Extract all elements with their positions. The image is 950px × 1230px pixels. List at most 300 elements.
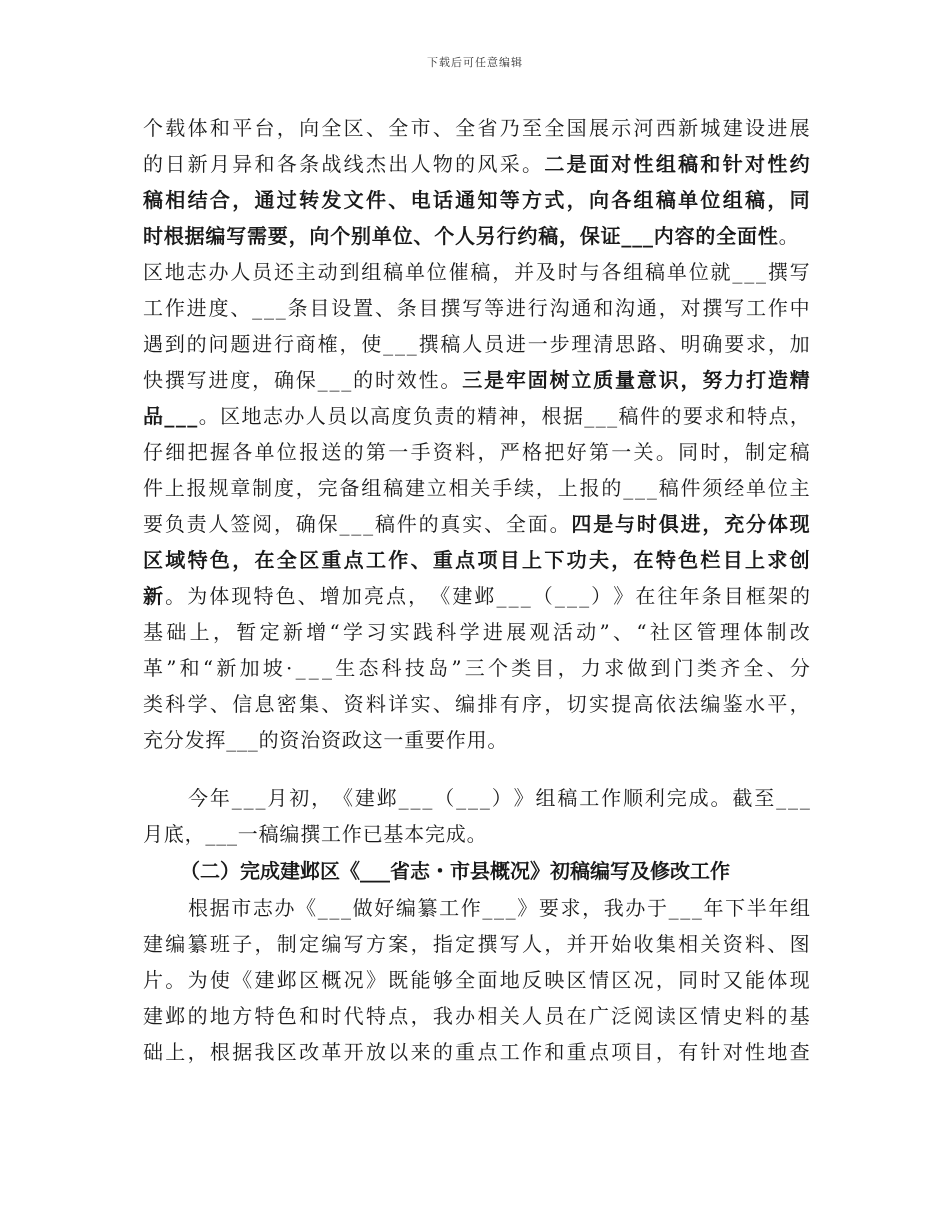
text-char: 对: [680, 296, 701, 320]
text-char: 确: [702, 332, 723, 356]
text-char: 案: [388, 932, 409, 956]
text-char: 度: [391, 404, 412, 428]
text-char: 编: [455, 692, 476, 716]
text-char: _: [422, 786, 433, 810]
text-char: 握: [209, 440, 230, 464]
text-char: 对: [722, 1040, 743, 1064]
text-char: _: [520, 584, 531, 608]
text-char: 代: [343, 1004, 364, 1028]
text-char: 体: [767, 968, 788, 992]
text-char: 质: [593, 368, 614, 392]
text-char: _: [339, 512, 350, 536]
text-char: 采: [499, 152, 520, 176]
text-char: 做: [627, 656, 648, 680]
text-char: 态: [358, 656, 379, 680]
text-char: 提: [611, 692, 632, 716]
text-char: 目: [418, 296, 439, 320]
text-char: ，: [767, 188, 788, 212]
text-char: ，: [232, 188, 253, 212]
text-char: 开: [588, 932, 609, 956]
text-char: 图: [789, 932, 810, 956]
text-char: ，: [722, 440, 743, 464]
text-char: 性: [418, 368, 439, 392]
text-char: 建: [404, 476, 425, 500]
text-char: 以: [348, 404, 369, 428]
text-char: “: [636, 620, 647, 644]
text-char: 求: [767, 548, 788, 572]
text-char: 报: [579, 476, 600, 500]
text-char: 人: [522, 1004, 543, 1028]
text-char: 一: [527, 332, 548, 356]
text-char: 况: [343, 968, 364, 992]
text-char: 有: [678, 1040, 699, 1064]
text-char: 纂: [417, 896, 438, 920]
text-char: 、: [297, 584, 318, 608]
text-char: 主: [295, 260, 316, 284]
text-char: _: [756, 260, 767, 284]
text-char: 确: [295, 512, 316, 536]
text-char: 成: [688, 786, 709, 810]
text-char: 料: [745, 932, 766, 956]
text-char: ，: [295, 476, 316, 500]
text-char: 文: [343, 188, 364, 212]
text-char: 平: [767, 692, 788, 716]
text-char: 力: [580, 656, 601, 680]
text-char: 根: [188, 896, 208, 920]
text-line: [143, 722, 508, 758]
text-line: [143, 506, 810, 542]
text-char: ，: [767, 332, 788, 356]
text-char: 写: [499, 932, 520, 956]
text-char: 神: [498, 404, 519, 428]
text-char: 的: [767, 1004, 788, 1028]
text-char: 条: [701, 584, 722, 608]
text-char: 全: [455, 968, 476, 992]
text-char: 稿: [440, 332, 461, 356]
text-char: _: [680, 896, 691, 920]
text-char: 框: [745, 584, 766, 608]
text-char: “: [329, 620, 340, 644]
text-char: 高: [633, 692, 654, 716]
text-char: 进: [767, 116, 788, 140]
text-char: 密: [276, 692, 297, 716]
text-char: 类: [143, 692, 163, 716]
text-char: _: [317, 896, 328, 920]
text-char: 稿: [678, 152, 699, 176]
text-char: 色: [209, 548, 230, 572]
text-char: 情: [588, 968, 609, 992]
text-char: _: [554, 584, 565, 608]
text-char: 量: [615, 368, 636, 392]
text-char: 泛: [611, 1004, 632, 1028]
text-char: 行: [273, 332, 294, 356]
text-char: 、: [388, 188, 409, 212]
text-char: 人: [462, 332, 483, 356]
text-char: 、: [374, 296, 395, 320]
text-line: [143, 218, 799, 254]
text-char: 针: [722, 152, 743, 176]
text-char: 思: [615, 332, 636, 356]
text-char: 详: [388, 692, 409, 716]
text-char: 的: [353, 368, 374, 392]
text-char: 工: [439, 896, 460, 920]
text-char: 主: [789, 476, 810, 500]
text-char: 工: [365, 548, 386, 572]
text-char: 使: [209, 968, 230, 992]
text-char: 根: [541, 404, 562, 428]
text-char: 做: [352, 896, 373, 920]
text-char: 与: [615, 512, 636, 536]
text-char: 。: [165, 584, 186, 608]
text-char: 保: [295, 368, 316, 392]
text-char: 、: [766, 656, 787, 680]
text-char: 。: [655, 440, 676, 464]
text-char: 和: [179, 656, 200, 680]
text-char: 负: [412, 404, 433, 428]
text-char: 今: [188, 786, 208, 810]
text-char: 色: [275, 584, 296, 608]
text-char: 仔: [143, 440, 163, 464]
text-char: 方: [232, 1004, 253, 1028]
text-char: 遇: [143, 332, 163, 356]
text-char: 市: [231, 896, 252, 920]
text-char: 约: [789, 152, 810, 176]
text-char: 理: [719, 620, 740, 644]
text-char: 。: [710, 786, 731, 810]
text-char: 建: [452, 584, 473, 608]
text-char: 性: [745, 1040, 766, 1064]
text-char: ，: [339, 332, 360, 356]
text-char: 区: [276, 1040, 297, 1064]
text-char: 进: [208, 368, 229, 392]
text-char: 阅: [633, 1004, 654, 1028]
text-char: 工: [143, 296, 163, 320]
text-char: 问: [208, 332, 229, 356]
text-char: 作: [601, 786, 622, 810]
text-char: 区: [143, 548, 163, 572]
text-char: _: [456, 786, 467, 810]
text-char: 面: [477, 968, 498, 992]
text-char: 意: [636, 368, 657, 392]
text-char: 台: [254, 116, 275, 140]
text-char: 情: [700, 1004, 721, 1028]
text-char: 严: [499, 440, 520, 464]
text-char: 的: [455, 404, 476, 428]
text-char: 截: [732, 786, 753, 810]
text-char: 续: [514, 476, 535, 500]
text-char: 资: [432, 440, 453, 464]
text-char: 好: [566, 440, 587, 464]
text-char: 要: [143, 512, 163, 536]
text-char: 位: [767, 476, 788, 500]
text-char: 、: [209, 692, 230, 716]
text-char: 我: [254, 1040, 275, 1064]
text-char: 努: [702, 368, 723, 392]
text-char: 的: [187, 1004, 208, 1028]
text-char: 重: [566, 1040, 587, 1064]
text-char: 至: [754, 786, 775, 810]
text-char: ，: [655, 968, 676, 992]
text-char: 在: [254, 548, 275, 572]
text-char: 向: [588, 188, 609, 212]
text-char: 半: [746, 896, 767, 920]
text-char: 进: [505, 296, 526, 320]
text-segment: 。: [778, 224, 800, 248]
text-char: 示: [611, 116, 632, 140]
text-char: 体: [767, 512, 788, 536]
text-char: 重: [432, 548, 453, 572]
text-char: _: [317, 368, 328, 392]
text-char: _: [252, 296, 263, 320]
text-char: 位: [276, 440, 297, 464]
text-char: 进: [252, 332, 273, 356]
text-char: 法: [678, 692, 699, 716]
text-char: 立: [571, 368, 592, 392]
text-char: 办: [455, 1004, 476, 1028]
page-header-note: 下载后可任意编辑: [427, 56, 523, 69]
text-char: ，: [520, 404, 541, 428]
text-char: 并: [514, 260, 535, 284]
text-char: 展: [588, 116, 609, 140]
text-char: 通: [254, 188, 275, 212]
text-char: 依: [655, 692, 676, 716]
text-char: 特: [747, 404, 768, 428]
text-char: 关: [470, 476, 491, 500]
text-char: 三: [462, 368, 483, 392]
text-char: ）: [491, 786, 512, 810]
text-char: 充: [724, 512, 745, 536]
text-char: 科: [436, 620, 457, 644]
text-char: _: [479, 786, 490, 810]
bold-text-segment: 时根据编写需要，向个别单位、个人另行约稿，保证___内容的全面性: [143, 224, 779, 248]
text-char: 放: [365, 1040, 386, 1064]
text-char: 目: [723, 584, 744, 608]
text-char: 到: [164, 332, 185, 356]
text-line: [143, 290, 810, 326]
text-char: ，: [789, 692, 810, 716]
text-char: 增: [306, 620, 327, 644]
text-char: 须: [702, 476, 723, 500]
text-char: 够: [432, 968, 453, 992]
text-char: _: [255, 786, 266, 810]
text-char: 立: [426, 476, 447, 500]
text-char: 时: [374, 368, 395, 392]
text-char: 行: [527, 296, 548, 320]
text-char: 改: [299, 1040, 320, 1064]
text-char: 等: [484, 296, 505, 320]
text-char: 区: [220, 404, 241, 428]
text-char: 料: [455, 440, 476, 464]
text-char: 展: [789, 116, 810, 140]
text-char: _: [482, 896, 493, 920]
text-char: _: [505, 896, 516, 920]
text-char: 人: [230, 260, 251, 284]
text-char: 基: [143, 620, 163, 644]
text-char: 理: [571, 332, 592, 356]
text-char: 电: [410, 188, 431, 212]
text-char: _: [406, 332, 417, 356]
text-char: 》: [365, 968, 386, 992]
text-char: 编: [165, 932, 186, 956]
text-char: 相: [448, 476, 469, 500]
text-char: 特: [655, 548, 676, 572]
text-char: 报: [299, 440, 320, 464]
text-char: 乃: [499, 116, 520, 140]
text-char: 过: [276, 188, 297, 212]
text-char: 集: [299, 692, 320, 716]
text-char: 西: [655, 116, 676, 140]
text-char: 改: [789, 620, 810, 644]
text-char: 栏: [700, 548, 721, 572]
text-char: 区: [678, 1004, 699, 1028]
text-char: 条: [396, 296, 417, 320]
text-char: 稿: [374, 512, 395, 536]
text-char: 题: [230, 332, 251, 356]
text-char: ，: [477, 440, 498, 464]
text-char: 暂: [236, 620, 257, 644]
text-char: 员: [544, 1004, 565, 1028]
text-char: 全: [544, 116, 565, 140]
text-line: [143, 962, 810, 998]
text-char: 特: [254, 1004, 275, 1028]
text-char: 时: [700, 440, 721, 464]
text-char: 的: [343, 440, 364, 464]
text-char: ，: [655, 1040, 676, 1064]
text-char: 活: [552, 620, 573, 644]
text-char: 面: [527, 512, 548, 536]
text-char: 稿: [383, 476, 404, 500]
text-char: 进: [482, 620, 503, 644]
text-char: 关: [633, 440, 654, 464]
text-char: 单: [404, 260, 425, 284]
text-char: 坡: [262, 656, 283, 680]
text-char: _: [584, 404, 595, 428]
text-char: 管: [696, 620, 717, 644]
text-char: _: [788, 786, 798, 810]
text-char: 人: [208, 512, 229, 536]
text-char: 邺: [474, 584, 495, 608]
text-char: 还: [273, 260, 294, 284]
text-char: _: [308, 656, 319, 680]
text-char: 同: [678, 968, 699, 992]
text-char: 年: [703, 896, 724, 920]
text-char: 在: [633, 548, 654, 572]
text-char: 年: [209, 786, 230, 810]
text-char: 组: [623, 260, 644, 284]
text-char: 。: [549, 512, 570, 536]
text-char: 目: [633, 1040, 654, 1064]
text-char: _: [164, 404, 175, 428]
text-char: _: [668, 896, 679, 920]
text-char: 》: [613, 584, 634, 608]
text-char: 制: [252, 476, 273, 500]
text-char: 完: [317, 476, 338, 500]
text-char: _: [263, 296, 274, 320]
text-char: （: [434, 786, 455, 810]
text-char: 齐: [720, 656, 741, 680]
text-char: 位: [688, 260, 709, 284]
text-char: 利: [644, 786, 665, 810]
text-char: _: [744, 260, 755, 284]
text-char: 地: [164, 260, 185, 284]
text-char: 定: [259, 620, 280, 644]
text-char: 、: [365, 116, 386, 140]
text-char: _: [322, 656, 333, 680]
text-char: 制: [276, 932, 297, 956]
text-char: 合: [209, 188, 230, 212]
text-char: 实: [410, 692, 431, 716]
text-char: 完: [666, 786, 687, 810]
text-char: 榷: [317, 332, 338, 356]
text-char: 是: [484, 368, 505, 392]
text-char: 性: [633, 152, 654, 176]
text-char: 《: [333, 786, 353, 810]
text-char: 和: [544, 1040, 565, 1064]
text-char: 打: [746, 368, 767, 392]
text-char: 分: [789, 656, 810, 680]
text-char: 体: [209, 584, 230, 608]
text-char: 关: [700, 932, 721, 956]
text-char: ，: [492, 260, 513, 284]
text-char: 子: [232, 932, 253, 956]
text-char: 下: [725, 896, 746, 920]
text-char: ，: [658, 296, 679, 320]
text-char: 信: [232, 692, 253, 716]
text-char: 撰: [418, 332, 439, 356]
text-char: 色: [678, 548, 699, 572]
text-char: _: [341, 368, 352, 392]
text-char: 区: [143, 260, 163, 284]
text-char: _: [635, 476, 646, 500]
text-char: 稿: [658, 476, 679, 500]
text-char: 备: [339, 476, 360, 500]
text-char: 现: [789, 968, 810, 992]
text-char: 单: [746, 476, 767, 500]
text-char: 特: [253, 584, 274, 608]
text-char: 手: [410, 440, 431, 464]
text-char: 就: [710, 260, 731, 284]
text-char: 点: [588, 1040, 609, 1064]
text-char: 是: [566, 152, 587, 176]
text-char: 格: [522, 440, 543, 464]
text-char: 和: [593, 296, 614, 320]
text-char: 全: [455, 116, 476, 140]
text-char: 进: [505, 332, 526, 356]
text-char: 来: [410, 1040, 431, 1064]
text-char: 办: [625, 896, 646, 920]
text-char: 办: [284, 404, 305, 428]
text-char: 撰: [164, 368, 185, 392]
text-char: 稿: [745, 188, 766, 212]
text-line: [143, 398, 810, 434]
text-char: 夫: [588, 548, 609, 572]
text-char: 年: [679, 584, 700, 608]
text-char: 通: [571, 296, 592, 320]
text-char: ，: [252, 368, 273, 392]
text-char: 始: [611, 932, 632, 956]
text-char: 组: [790, 896, 810, 920]
text-char: 新: [216, 656, 237, 680]
text-char: 展: [506, 620, 527, 644]
text-char: 年: [768, 896, 789, 920]
text-char: 关: [499, 1004, 520, 1028]
text-char: 效: [396, 368, 417, 392]
text-char: 的: [661, 404, 682, 428]
text-char: 制: [766, 620, 787, 644]
text-char: 件: [680, 476, 701, 500]
text-char: 平: [232, 116, 253, 140]
text-char: 既: [388, 968, 409, 992]
